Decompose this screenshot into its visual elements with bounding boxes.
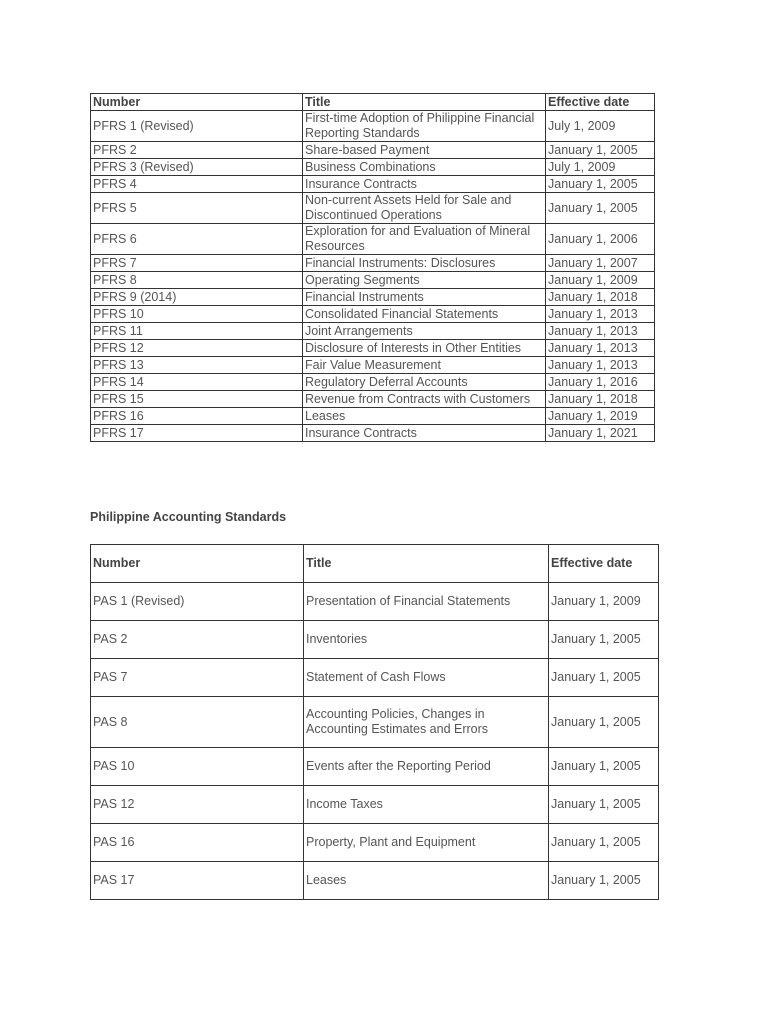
section-heading: Philippine Accounting Standards [90, 510, 287, 524]
table-row [91, 786, 659, 824]
cell-number: PFRS 12 [91, 340, 303, 357]
column-header-title: Title [303, 94, 546, 111]
table-row [91, 224, 655, 255]
cell-title: Non-current Assets Held for Sale and Discontinued Operations [303, 193, 546, 224]
table-row [91, 425, 655, 442]
table-row [91, 142, 655, 159]
cell-title: Inventories [304, 621, 549, 659]
cell-number: PAS 10 [91, 748, 304, 786]
cell-title: Leases [304, 862, 549, 900]
cell-effective-date: July 1, 2009 [546, 159, 655, 176]
column-header-number: Number [91, 545, 304, 583]
table-row [91, 193, 655, 224]
cell-number: PFRS 10 [91, 306, 303, 323]
cell-number: PFRS 2 [91, 142, 303, 159]
cell-title: Accounting Policies, Changes in Accounting Estimates and Errors [304, 697, 549, 748]
cell-title: Insurance Contracts [303, 176, 546, 193]
cell-title: Regulatory Deferral Accounts [303, 374, 546, 391]
cell-number: PAS 7 [91, 659, 304, 697]
table-row [91, 111, 655, 142]
cell-title: Share-based Payment [303, 142, 546, 159]
cell-effective-date: January 1, 2005 [546, 193, 655, 224]
cell-title: Operating Segments [303, 272, 546, 289]
cell-effective-date: January 1, 2013 [546, 357, 655, 374]
table-row [91, 340, 655, 357]
table-row [91, 583, 659, 621]
table-row [91, 748, 659, 786]
cell-effective-date: January 1, 2005 [546, 142, 655, 159]
cell-number: PFRS 5 [91, 193, 303, 224]
cell-title: Joint Arrangements [303, 323, 546, 340]
cell-title: Leases [303, 408, 546, 425]
cell-title: Events after the Reporting Period [304, 748, 549, 786]
cell-number: PFRS 1 (Revised) [91, 111, 303, 142]
cell-effective-date: January 1, 2013 [546, 323, 655, 340]
cell-number: PAS 2 [91, 621, 304, 659]
cell-number: PFRS 7 [91, 255, 303, 272]
table-header-row [91, 94, 655, 111]
cell-number: PFRS 17 [91, 425, 303, 442]
cell-number: PAS 17 [91, 862, 304, 900]
cell-effective-date: January 1, 2005 [549, 659, 659, 697]
table-row [91, 374, 655, 391]
cell-number: PFRS 15 [91, 391, 303, 408]
cell-title: Fair Value Measurement [303, 357, 546, 374]
cell-title: Statement of Cash Flows [304, 659, 549, 697]
cell-number: PFRS 14 [91, 374, 303, 391]
cell-title: Income Taxes [304, 786, 549, 824]
table-row [91, 255, 655, 272]
cell-effective-date: January 1, 2019 [546, 408, 655, 425]
cell-effective-date: July 1, 2009 [546, 111, 655, 142]
cell-effective-date: January 1, 2021 [546, 425, 655, 442]
cell-number: PFRS 11 [91, 323, 303, 340]
cell-number: PFRS 4 [91, 176, 303, 193]
table-row [91, 659, 659, 697]
table-row [91, 306, 655, 323]
table-row [91, 159, 655, 176]
cell-effective-date: January 1, 2005 [549, 824, 659, 862]
cell-effective-date: January 1, 2013 [546, 306, 655, 323]
column-header-effective-date: Effective date [549, 545, 659, 583]
cell-effective-date: January 1, 2007 [546, 255, 655, 272]
table-row [91, 408, 655, 425]
cell-effective-date: January 1, 2005 [549, 621, 659, 659]
table-row [91, 824, 659, 862]
table-row [91, 323, 655, 340]
cell-title: Disclosure of Interests in Other Entities [303, 340, 546, 357]
cell-title: Presentation of Financial Statements [304, 583, 549, 621]
table-row [91, 289, 655, 306]
cell-title: Property, Plant and Equipment [304, 824, 549, 862]
cell-number: PAS 12 [91, 786, 304, 824]
cell-number: PFRS 13 [91, 357, 303, 374]
cell-number: PFRS 6 [91, 224, 303, 255]
cell-number: PAS 1 (Revised) [91, 583, 304, 621]
cell-effective-date: January 1, 2018 [546, 289, 655, 306]
cell-effective-date: January 1, 2005 [546, 176, 655, 193]
cell-title: Consolidated Financial Statements [303, 306, 546, 323]
cell-effective-date: January 1, 2009 [549, 583, 659, 621]
table-header-row [91, 545, 659, 583]
cell-effective-date: January 1, 2005 [549, 786, 659, 824]
table-row [91, 357, 655, 374]
table-row [91, 176, 655, 193]
table-row [91, 697, 659, 748]
column-header-effective-date: Effective date [546, 94, 655, 111]
cell-title: Financial Instruments [303, 289, 546, 306]
cell-number: PFRS 3 (Revised) [91, 159, 303, 176]
cell-number: PAS 8 [91, 697, 304, 748]
cell-title: Revenue from Contracts with Customers [303, 391, 546, 408]
cell-effective-date: January 1, 2006 [546, 224, 655, 255]
table-row [91, 862, 659, 900]
cell-title: Exploration for and Evaluation of Mineral Resources [303, 224, 546, 255]
cell-effective-date: January 1, 2016 [546, 374, 655, 391]
cell-effective-date: January 1, 2013 [546, 340, 655, 357]
cell-effective-date: January 1, 2005 [549, 697, 659, 748]
table-row [91, 391, 655, 408]
cell-title: First-time Adoption of Philippine Financial Reporting Standards [303, 111, 546, 142]
cell-title: Financial Instruments: Disclosures [303, 255, 546, 272]
cell-effective-date: January 1, 2009 [546, 272, 655, 289]
column-header-title: Title [304, 545, 549, 583]
pas-table [90, 544, 659, 900]
cell-number: PAS 16 [91, 824, 304, 862]
cell-title: Business Combinations [303, 159, 546, 176]
pfrs-table [90, 93, 655, 442]
cell-number: PFRS 16 [91, 408, 303, 425]
cell-effective-date: January 1, 2005 [549, 748, 659, 786]
table-row [91, 621, 659, 659]
cell-effective-date: January 1, 2005 [549, 862, 659, 900]
cell-effective-date: January 1, 2018 [546, 391, 655, 408]
table-row [91, 272, 655, 289]
cell-title: Insurance Contracts [303, 425, 546, 442]
cell-number: PFRS 9 (2014) [91, 289, 303, 306]
column-header-number: Number [91, 94, 303, 111]
cell-number: PFRS 8 [91, 272, 303, 289]
